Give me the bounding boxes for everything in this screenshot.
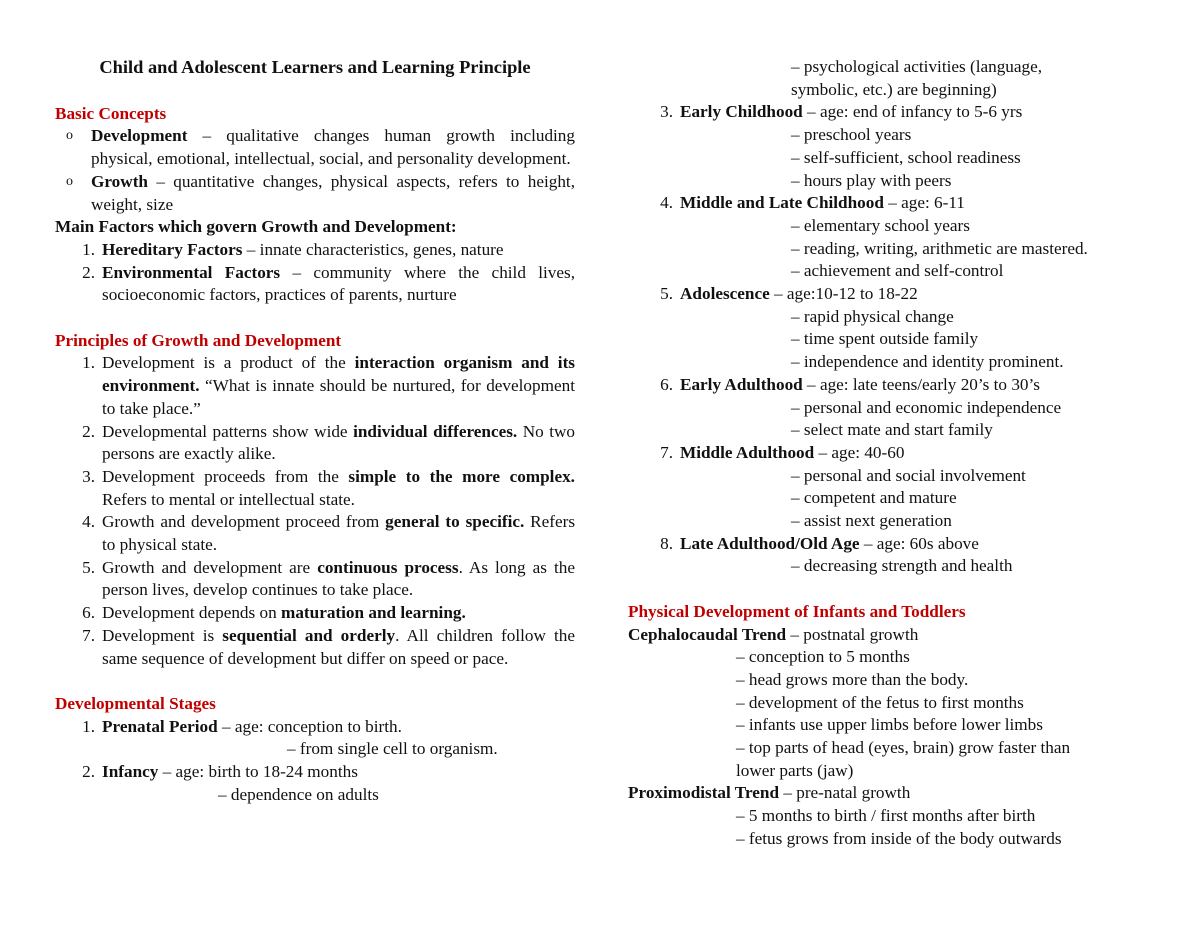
bullet-icon: o — [66, 173, 73, 189]
sub-point: – development of the fetus to first months — [736, 692, 1024, 712]
trend-line — [628, 624, 1168, 647]
list-number: 5. — [82, 557, 95, 577]
list-number: 4. — [660, 193, 673, 213]
sub-point: – independence and identity prominent. — [791, 352, 1064, 372]
sub-point: – psychological activities (language, — [791, 57, 1043, 76]
sub-point: – hours play with peers — [791, 170, 952, 190]
definition: – age: conception to birth. — [217, 716, 402, 736]
sub-point: – competent and mature — [791, 488, 957, 508]
sub-point: symbolic, etc.) are beginning) — [791, 79, 997, 99]
text: Growth and development are — [102, 557, 318, 577]
list-item — [55, 262, 575, 307]
text: Development depends on — [102, 603, 281, 623]
definition: – age: 40-60 — [814, 442, 905, 462]
term: Early Adulthood — [680, 374, 803, 394]
sub-point: – elementary school years — [791, 215, 970, 235]
sub-point: – achievement and self-control — [791, 261, 1004, 281]
sub-point: – time spent outside family — [791, 329, 979, 349]
text: Refers to mental or intellectual state. — [102, 489, 355, 509]
list-number: 3. — [660, 102, 673, 122]
sub-point: – personal and economic independence — [791, 397, 1062, 417]
sub-point: – preschool years — [791, 125, 912, 145]
list-number: 2. — [82, 262, 95, 282]
definition: – postnatal growth — [786, 624, 919, 644]
left-column — [55, 56, 575, 806]
sub-point: – conception to 5 months — [736, 647, 910, 667]
definition: – innate characteristics, genes, nature — [242, 239, 504, 259]
list-number: 2. — [82, 762, 95, 782]
list-item — [628, 374, 1168, 397]
list-item — [55, 239, 575, 262]
text: “What is innate should be nurtured, for development to take place.” — [102, 376, 575, 418]
sub-point: – decreasing strength and health — [791, 556, 1013, 576]
list-item — [628, 283, 1168, 306]
sub-point: – personal and social involvement — [791, 465, 1026, 485]
basic-concepts-heading: Basic Concepts — [55, 103, 167, 123]
text: Development is — [102, 625, 223, 645]
principles-heading: Principles of Growth and Development — [55, 330, 342, 350]
list-item — [55, 716, 575, 739]
list-number: 1. — [82, 239, 95, 259]
term: sequential and orderly — [222, 625, 396, 645]
term: Middle Adulthood — [680, 442, 815, 462]
list-number: 5. — [660, 284, 673, 304]
list-number: 7. — [82, 625, 95, 645]
sub-point: – dependence on adults — [218, 784, 379, 804]
list-item — [55, 125, 575, 170]
term: Cephalocaudal Trend — [628, 624, 787, 644]
bullet-icon: o — [66, 128, 73, 144]
term: Environmental Factors — [102, 262, 281, 282]
text: Refers to physical state. — [102, 512, 576, 555]
list-item — [55, 511, 575, 556]
sub-point: – from single cell to organism. — [287, 739, 498, 759]
list-number: 1. — [82, 353, 95, 373]
term: continuous process — [317, 557, 459, 577]
definition: – age: late teens/early 20’s to 30’s — [802, 374, 1040, 394]
right-column — [628, 56, 1168, 851]
list-number: 2. — [82, 421, 95, 441]
term: Middle and Late Childhood — [680, 193, 884, 213]
list-item — [55, 466, 575, 511]
term: Development — [91, 126, 188, 146]
definition: – quantitative changes, physical aspects, refers to height, weight, size — [91, 171, 575, 214]
text: . As long as the person lives, develop continues to take place. — [102, 557, 575, 600]
term: Growth — [91, 171, 148, 191]
definition: – age: 60s above — [859, 533, 979, 553]
list-item — [55, 557, 575, 602]
text: No two persons are exactly alike. — [102, 421, 575, 464]
sub-point: lower parts (jaw) — [736, 760, 854, 780]
term: maturation and learning. — [281, 603, 466, 623]
sub-point: – reading, writing, arithmetic are mastered. — [791, 238, 1088, 258]
list-item — [55, 352, 575, 420]
list-item — [55, 602, 575, 625]
physical-heading: Physical Development of Infants and Toddlers — [628, 601, 966, 621]
definition: – qualitative changes human growth including physical, emotional, intellectual, social, and personality development. — [91, 126, 575, 169]
list-item — [628, 192, 1168, 215]
list-item — [628, 442, 1168, 465]
list-item — [55, 761, 575, 784]
sub-point: – head grows more than the body. — [736, 669, 969, 689]
page-title: Child and Adolescent Learners and Learning Principle — [99, 57, 531, 77]
definition: – age:10-12 to 18-22 — [769, 284, 918, 304]
term: Adolescence — [680, 284, 770, 304]
list-item — [55, 171, 575, 216]
term: Late Adulthood/Old Age — [680, 533, 860, 553]
term: Infancy — [102, 762, 159, 782]
text: Development is a product of the — [102, 353, 355, 373]
list-number: 1. — [82, 716, 95, 736]
sub-point: – self-sufficient, school readiness — [791, 147, 1021, 167]
list-number: 8. — [660, 533, 673, 553]
text: Development proceeds from the — [102, 466, 349, 486]
definition: – pre-natal growth — [779, 783, 911, 803]
stages-heading: Developmental Stages — [55, 693, 216, 713]
list-item — [628, 533, 1168, 556]
definition: – community where the child lives, socioeconomic factors, practices of parents, nurture — [102, 262, 575, 305]
sub-point: – select mate and start family — [791, 420, 993, 440]
definition: – age: 6-11 — [883, 193, 965, 213]
sub-point: – top parts of head (eyes, brain) grow faster than — [736, 738, 1071, 758]
text: Developmental patterns show wide — [102, 421, 354, 441]
factors-heading: Main Factors which govern Growth and Development: — [55, 217, 457, 237]
list-item — [55, 421, 575, 466]
list-number: 4. — [82, 512, 95, 532]
sub-point: – rapid physical change — [791, 306, 954, 326]
text: Growth and development proceed from — [102, 512, 386, 532]
sub-point: – assist next generation — [791, 511, 952, 531]
term: Proximodistal Trend — [628, 783, 780, 803]
sub-point: – 5 months to birth / first months after birth — [736, 806, 1036, 826]
term: Hereditary Factors — [102, 239, 243, 259]
trend-line — [628, 782, 1168, 805]
term: Early Childhood — [680, 102, 803, 122]
sub-point: – infants use upper limbs before lower limbs — [736, 715, 1043, 735]
text: . All children follow the same sequence of development but differ on speed or pace. — [102, 625, 576, 668]
term: general to specific. — [385, 512, 525, 532]
list-number: 6. — [82, 603, 95, 623]
term: Prenatal Period — [102, 716, 218, 736]
list-item — [628, 101, 1168, 124]
definition: – age: birth to 18-24 months — [158, 762, 358, 782]
term: interaction organism and its environment. — [102, 353, 575, 396]
list-number: 6. — [660, 374, 673, 394]
list-item — [55, 625, 575, 670]
term: simple to the more complex. — [348, 466, 575, 486]
sub-point: – fetus grows from inside of the body outwards — [736, 828, 1062, 848]
term: individual differences. — [353, 421, 518, 441]
list-number: 3. — [82, 466, 95, 486]
list-number: 7. — [660, 442, 673, 462]
definition: – age: end of infancy to 5-6 yrs — [802, 102, 1023, 122]
